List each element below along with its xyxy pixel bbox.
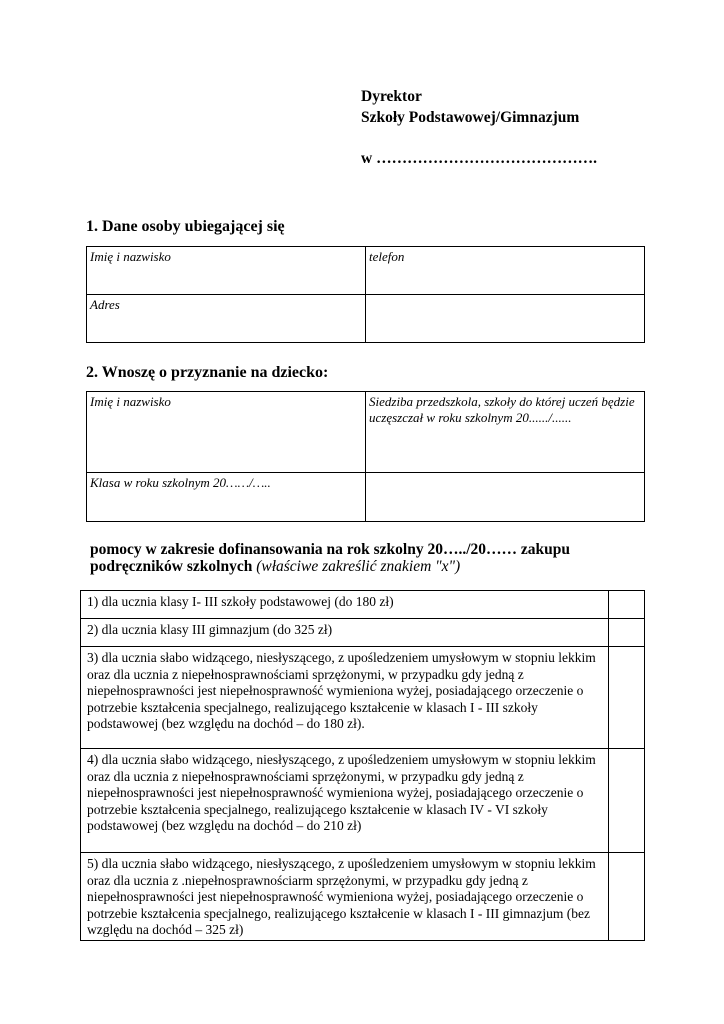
option-text: 1) dla ucznia klasy I- III szkoły podstawowej (do 180 zł)	[81, 591, 609, 619]
option-row	[81, 749, 645, 853]
option-row	[81, 619, 645, 647]
help-heading	[90, 541, 650, 575]
applicant-name-label: Imię i nazwisko	[90, 249, 171, 264]
addressee-location: w …………………………………….	[361, 150, 597, 167]
applicant-table	[86, 246, 645, 343]
option-text: 5) dla ucznia słabo widzącego, niesłyszącego, z upośledzeniem umysłowym w stopniu lekkim oraz dla ucznia z .niepełnosprawnościarm sprzężonymi, w przypadku gdy jedną z niepełnosprawności jest niepełnosprawność wymieniona wyżej, posiadającego orzeczenie o potrzebie kształcenia specjalnego, realizującego kształcenie w klasach I - III gimnazjum (bez względu na dochód – 325 zł)	[81, 853, 609, 941]
child-name-label: Imię i nazwisko	[90, 394, 171, 409]
option-checkbox[interactable]	[609, 619, 645, 647]
option-row	[81, 853, 645, 941]
child-class-field[interactable]	[87, 473, 366, 522]
applicant-address-label: Adres	[90, 297, 120, 312]
applicant-address-field[interactable]	[87, 295, 366, 343]
child-class-label: Klasa w roku szkolnym 20……/…..	[90, 475, 271, 490]
option-checkbox[interactable]	[609, 853, 645, 941]
help-heading-note: (właściwe zakreślić znakiem "x")	[256, 558, 461, 575]
addressee-block	[361, 86, 597, 169]
section1-heading: 1. Dane osoby ubiegającej się	[86, 218, 285, 235]
child-school-label: Siedziba przedszkola, szkoły do której uczeń będzie uczęszczał w roku szkolnym 20....../......	[369, 394, 635, 425]
option-text: 2) dla ucznia klasy III gimnazjum (do 325 zł)	[81, 619, 609, 647]
option-checkbox[interactable]	[609, 647, 645, 749]
option-text: 3) dla ucznia słabo widzącego, niesłyszącego, z upośledzeniem umysłowym w stopniu lekkim oraz dla ucznia z niepełnosprawnościami sprzężonymi, w przypadku gdy jedną z niepełnosprawności jest niepełnosprawność wymieniona wyżej, posiadającego orzeczenie o potrzebie kształcenia specjalnego, realizującego kształcenie w klasach I - III szkoły podstawowej (bez względu na dochód – do 180 zł).	[81, 647, 609, 749]
applicant-address-value[interactable]	[366, 295, 645, 343]
applicant-name-field[interactable]	[87, 247, 366, 295]
option-row	[81, 591, 645, 619]
applicant-phone-field[interactable]	[366, 247, 645, 295]
child-class-value[interactable]	[366, 473, 645, 522]
section2-heading: 2. Wnoszę o przyznanie na dziecko:	[86, 364, 329, 381]
help-heading-text: pomocy w zakresie dofinansowania na rok szkolny 20…../20…… zakupu podręczników szkolnych	[90, 541, 571, 575]
option-checkbox[interactable]	[609, 591, 645, 619]
addressee-school: Szkoły Podstawowej/Gimnazjum	[361, 109, 580, 126]
applicant-phone-label: telefon	[369, 249, 405, 264]
option-row	[81, 647, 645, 749]
child-name-field[interactable]	[87, 392, 366, 473]
options-table	[80, 590, 645, 941]
child-table	[86, 391, 645, 522]
child-school-field[interactable]	[366, 392, 645, 473]
option-checkbox[interactable]	[609, 749, 645, 853]
addressee-title: Dyrektor	[361, 88, 422, 105]
option-text: 4) dla ucznia słabo widzącego, niesłyszącego, z upośledzeniem umysłowym w stopniu lekkim oraz dla ucznia z niepełnosprawnościami sprzężonymi, w przypadku gdy jedną z niepełnosprawności jest niepełnosprawność wymieniona wyżej, posiadającego orzeczenie o potrzebie kształcenia specjalnego, realizującego kształcenie w klasach IV - VI szkoły podstawowej (bez względu na dochód – do 210 zł)	[81, 749, 609, 853]
